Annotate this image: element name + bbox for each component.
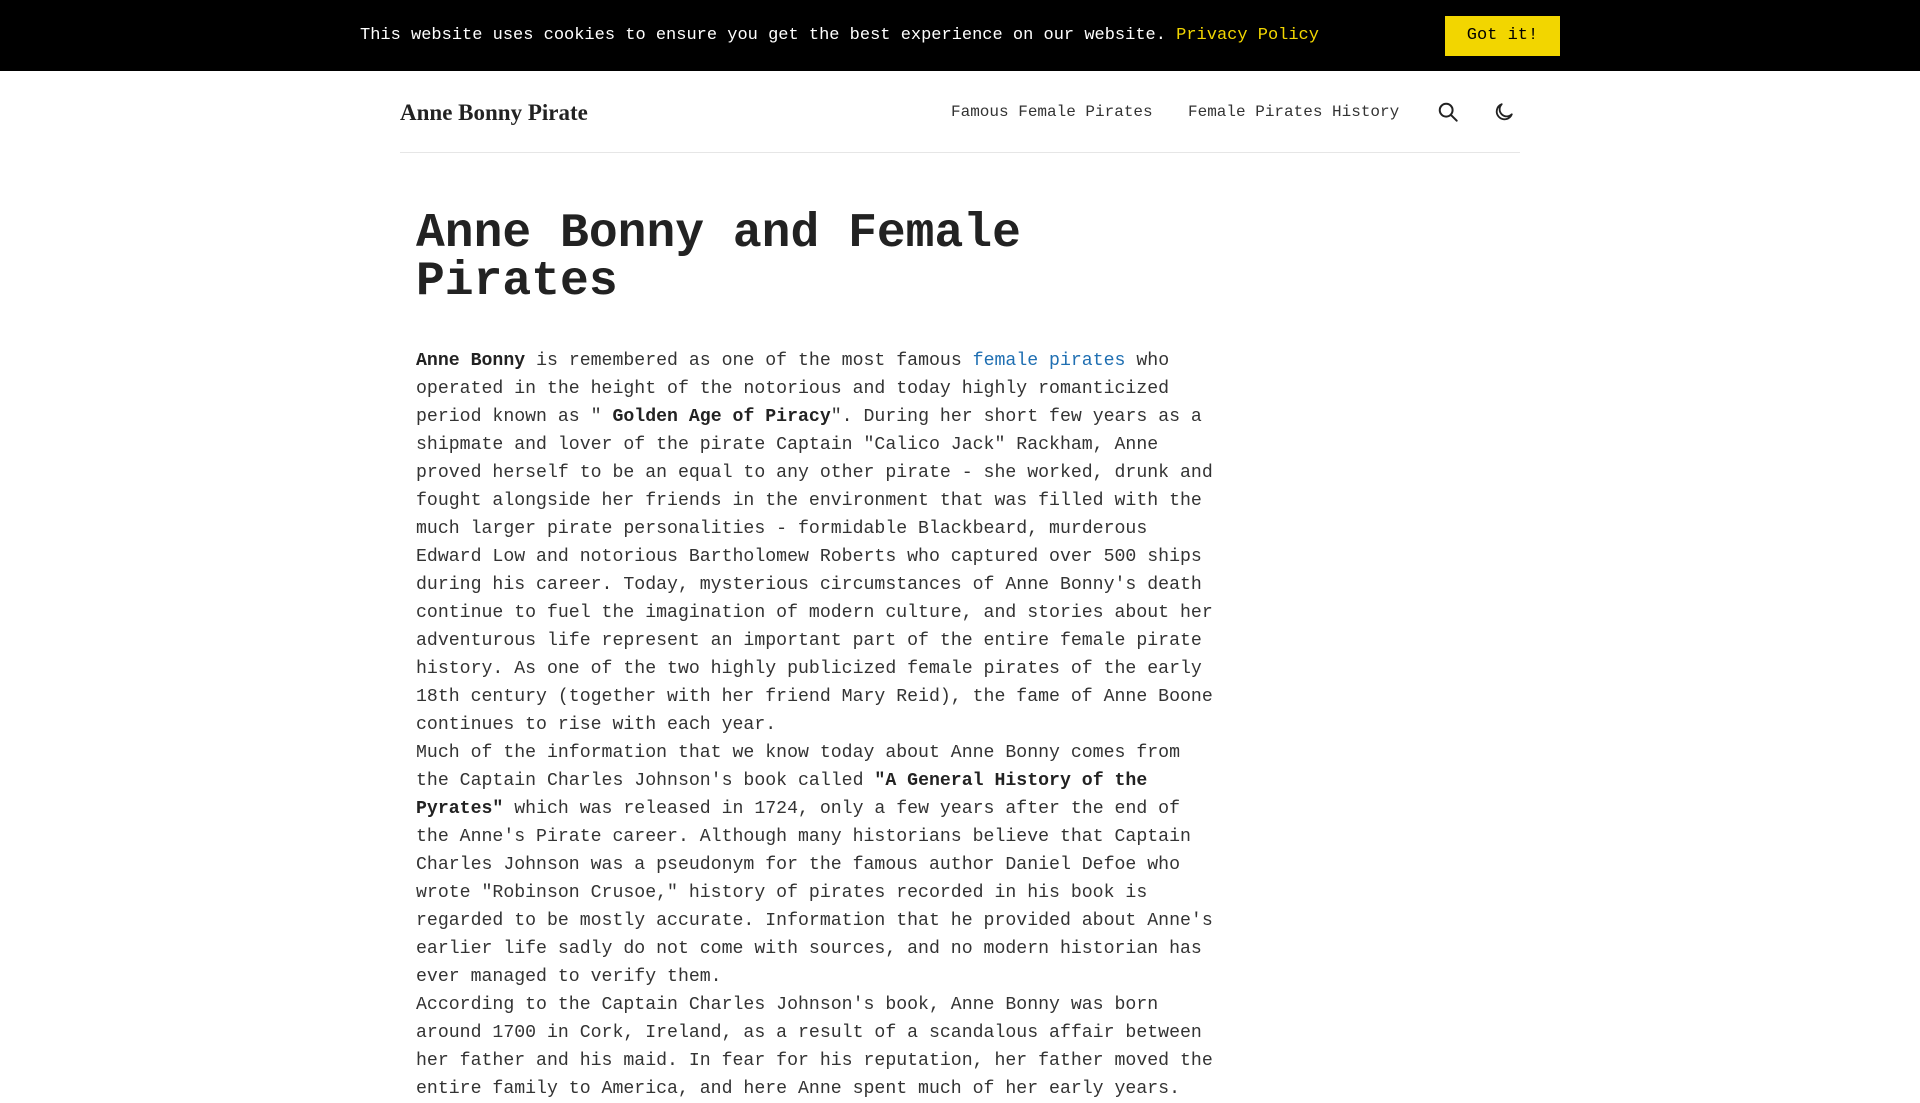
- site-header: [400, 71, 1520, 153]
- accept-cookies-button[interactable]: Got it!: [1445, 16, 1560, 56]
- article-paragraph-1: [416, 347, 1216, 739]
- p1-text-2: who operated in the height of the notorious and today highly romanticized period known as ": [416, 351, 1170, 427]
- search-button[interactable]: [1435, 99, 1461, 125]
- p1-text-1: is remembered as one of the most famous: [525, 351, 973, 371]
- article-paragraph-2: [416, 739, 1216, 991]
- moon-icon: [1493, 101, 1515, 123]
- nav-famous-female-pirates[interactable]: Famous Female Pirates: [951, 103, 1153, 121]
- bold-book-title: "A General History of the Pyrates": [416, 771, 1148, 819]
- theme-toggle-button[interactable]: [1491, 99, 1517, 125]
- article-body: [416, 347, 1216, 1103]
- bold-golden-age: Golden Age of Piracy: [612, 407, 831, 427]
- p2-text-2: which was released in 1724, only a few years after the end of the Anne's Pirate career. Although many historians believe that Captain Charles Johnson was a pseudonym for the famous author Daniel Defoe who wrote "Robinson Crusoe," history of pirates recorded in his book is regarded to be mostly accurate. Information that he provided about Anne's earlier life sadly do not come with sources, and no modern historian has ever managed to verify them.: [416, 799, 1213, 987]
- cookie-banner: [0, 0, 1920, 71]
- bold-name: Anne Bonny: [416, 351, 526, 371]
- search-icon: [1437, 101, 1459, 123]
- nav-female-pirates-history[interactable]: Female Pirates History: [1188, 103, 1400, 121]
- p1-text-3: ". During her short few years as a shipmate and lover of the pirate Captain "Calico Jack" Rackham, Anne proved herself to be an equal to any other pirate - she worked, drunk and fought alongside her friends in the environment that was filled with the much larger pirate personalities - formidable Blackbeard, murderous Edward Low and notorious Bartholomew Roberts who captured over 500 ships during his career. Today, mysterious circumstances of Anne Bonny's death continue to fuel the imagination of modern culture, and stories about her adventurous life represent an important part of the entire female pirate history. As one of the two highly publicized female pirates of the early 18th century (together with her friend Mary Reid), the fame of Anne Boone continues to rise with each year.: [416, 407, 1213, 735]
- article: [416, 207, 1216, 1099]
- privacy-policy-link[interactable]: Privacy Policy: [1176, 26, 1319, 45]
- p2-text-1: Much of the information that we know today about Anne Bonny comes from the Captain Charles Johnson's book called: [416, 743, 1180, 791]
- cookie-message-text: This website uses cookies to ensure you get the best experience on our website.: [360, 26, 1166, 45]
- female-pirates-link[interactable]: female pirates: [972, 351, 1126, 371]
- cookie-message: [360, 24, 1319, 47]
- page-title: Anne Bonny and Female Pirates: [416, 207, 1021, 309]
- article-paragraph-3: According to the Captain Charles Johnson's book, Anne Bonny was born around 1700 in Cork, Ireland, as a result of a scandalous affair between her father and his maid. In fear for his reputation, her father moved the entire family to America, and here Anne spent much of her early years.: [416, 995, 1213, 1099]
- site-title-link[interactable]: Anne Bonny Pirate: [400, 100, 588, 125]
